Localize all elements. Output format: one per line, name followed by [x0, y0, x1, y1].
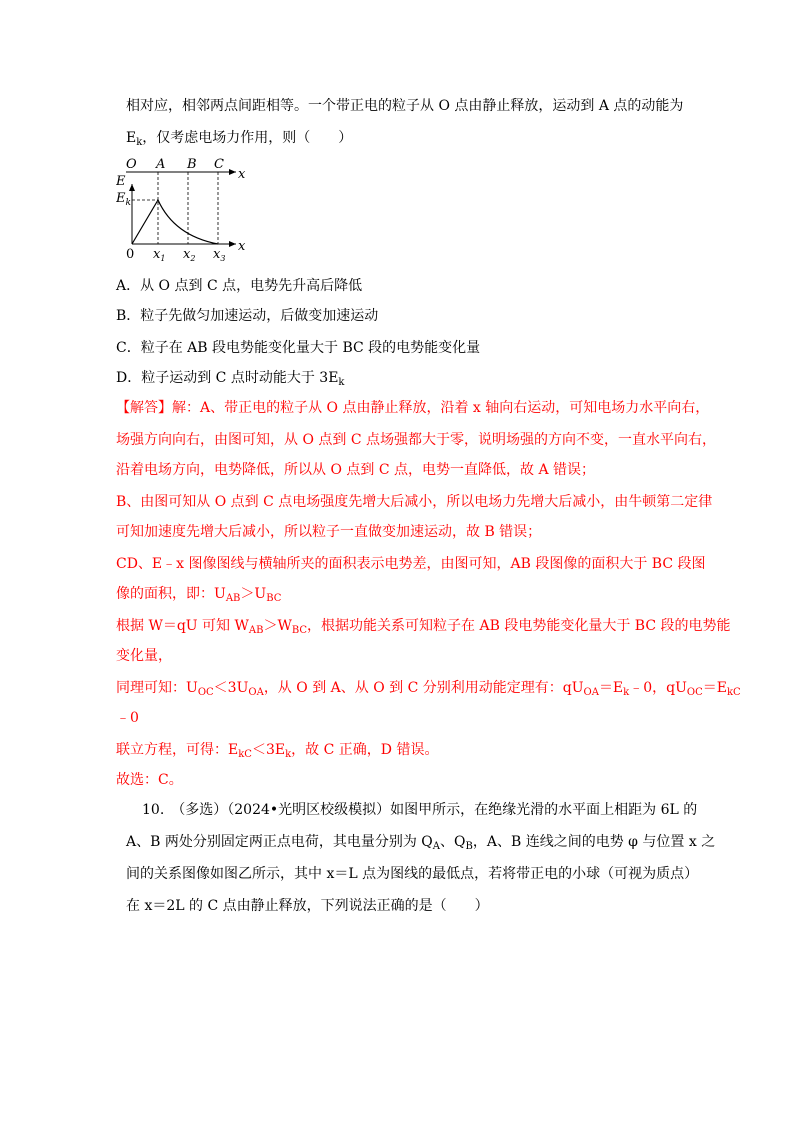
graph-ek-label: $E_k$: [116, 191, 131, 208]
answer-line-5: 可知加速度先增大后减小，所以粒子一直做变加速运动，故 B 错误；: [116, 524, 542, 540]
graph-origin-label: 0: [126, 247, 135, 262]
top-axis-point-c: C: [214, 157, 224, 172]
answer-line-11: ﹣0: [116, 710, 139, 726]
option-d: D．粒子运动到 C 点时动能大于 $3E_k$: [116, 370, 345, 388]
e-x-graph-figure: [116, 152, 256, 262]
graph-x-label: x: [238, 239, 246, 254]
question-line-2: $E_k$，仅考虑电场力作用，则（ ）: [126, 130, 353, 148]
xtick-x3: $x_3$: [213, 247, 226, 262]
answer-line-9: 变化量，: [116, 648, 172, 664]
answer-line-12: 联立方程，可得：$E_{kC}<3E_k$，故 C 正确，D 错误。: [116, 742, 439, 760]
xtick-x2: $x_2$: [183, 247, 196, 262]
question-line-1: 相对应，相邻两点间距相等。一个带正电的粒子从 O 点由静止释放，运动到 A 点的动能为: [126, 98, 684, 114]
option-a: A．从 O 点到 C 点，电势先升高后降低: [116, 278, 363, 294]
ek-curve: [132, 200, 218, 244]
q10-line-4: 在 x＝2L 的 C 点由静止释放，下列说法正确的是（ ）: [126, 898, 489, 914]
q10-line-3: 间的关系图像如图乙所示，其中 x＝L 点为图线的最低点，若将带正电的小球（可视为质点）: [126, 866, 699, 882]
q10-line-2: A、B 两处分别固定两正点电荷，其电量分别为 $Q_A$、$Q_B$，A、B 连线之间的电势 φ 与位置 x 之: [126, 834, 716, 852]
top-axis-point-b: B: [187, 157, 197, 172]
xtick-x1: $x_1$: [153, 247, 166, 262]
answer-tag: 【解答】: [116, 400, 172, 416]
option-b: B．粒子先做匀加速运动，后做变加速运动: [116, 308, 379, 324]
answer-line-10: 同理可知：$U_{OC}<3U_{OA}$，从 O 到 A、从 O 到 C 分别利用动能定理有：$qU_{OA}=E_k﹣0$，$qU_{OC}=E_{kC}$: [116, 680, 741, 698]
answer-line-3: 沿着电场方向，电势降低，所以从 O 点到 C 点，电势一直降低，故 A 错误；: [116, 462, 595, 478]
option-c: C．粒子在 AB 段电势能变化量大于 BC 段的电势能变化量: [116, 340, 481, 356]
top-axis-point-a: A: [156, 157, 166, 172]
top-axis-x-label: x: [238, 167, 246, 182]
answer-line-6: CD、E﹣x 图像图线与横轴所夹的面积表示电势差，由图可知，AB 段图像的面积大于 BC 段图: [116, 556, 706, 572]
answer-line-2: 场强方向向右，由图可知，从 O 点到 C 点场强都大于零，说明场强的方向不变，一直水平向右，: [116, 432, 716, 448]
answer-line-7: 像的面积，即：$U_{AB}>U_{BC}$: [116, 586, 282, 604]
answer-line-1: 【解答】解：A、带正电的粒子从 O 点由静止释放，沿着 x 轴向右运动，可知电场力水平向右，: [116, 400, 710, 416]
answer-line-13: 故选：C。: [116, 772, 183, 788]
graph-y-label: E: [116, 174, 126, 189]
answer-line-8: 根据 W＝qU 可知 $W_{AB}>W_{BC}$，根据功能关系可知粒子在 AB 段电势能变化量大于 BC 段的电势能: [116, 618, 731, 636]
q10-line-1: 10. （多选）（2024•光明区校级模拟）如图甲所示，在绝缘光滑的水平面上相距为 6L 的: [142, 802, 698, 818]
top-axis-origin-label: O: [126, 157, 137, 172]
answer-line-4: B、由图可知从 O 点到 C 点电场强度先增大后减小，所以电场力先增大后减小，由牛顿第二定律: [116, 494, 713, 510]
